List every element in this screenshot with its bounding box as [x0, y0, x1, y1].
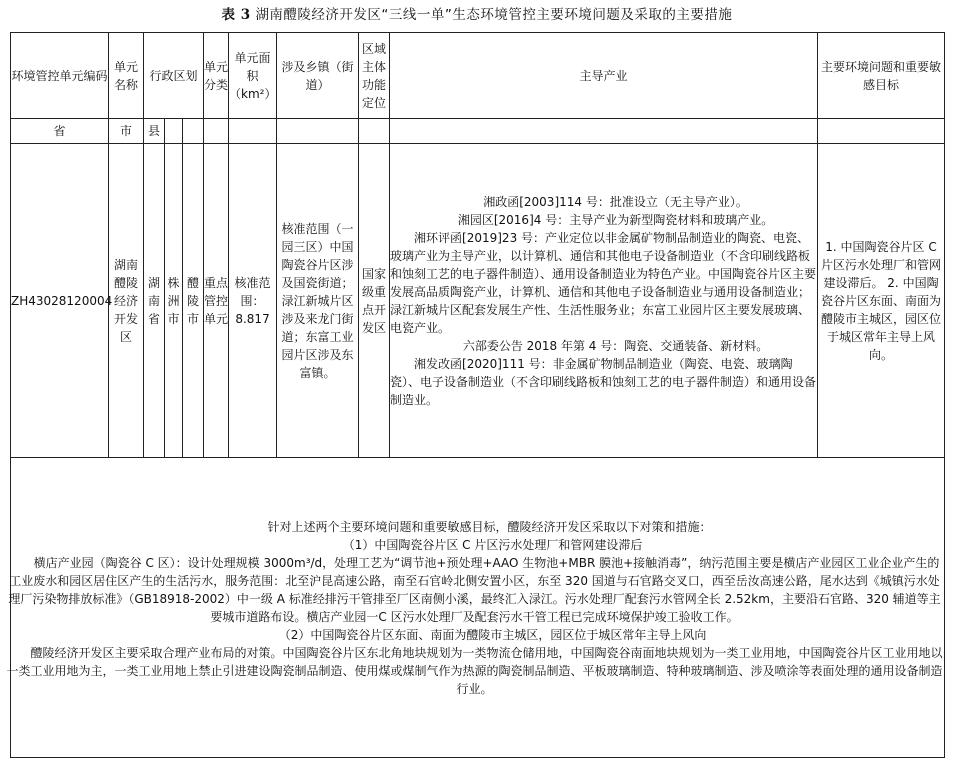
industry-line: 湘政函[2003]114 号：批准设立（无主导产业）。: [483, 194, 748, 209]
industry-line: 湘环评函[2019]23 号：产业定位以非金属矿物制品制造业的陶瓷、电瓷、玻璃产业为主导产业，以计算机、通信和其他电子设备制造业（不含印刷线路板和蚀刻工艺的电子器件制造）、通用设备制造业为特色产业。中国陶瓷谷片区主要发展高品质陶瓷产业，计算机、通信和其他电子设备制造业与通用设备制造业；渌江新城片区配套发展生产性、生活性服务业；东富工业园片区主要发展玻璃、电瓷产业。: [390, 230, 817, 335]
subheader-city: 市: [109, 119, 144, 144]
subheader-province: 省: [11, 119, 109, 144]
unit-province: 湖南省: [144, 144, 165, 458]
industry-line: 湘发改函[2020]111 号：非金属矿物制品制造业（陶瓷、电瓷、玻璃陶瓷）、电子设备制造业（不含印刷线路板和蚀刻工艺的电子器件制造）和通用设备制造业。: [390, 356, 817, 407]
header-problems: 主要环境问题和重要敏感目标: [818, 33, 945, 119]
industry-line: 六部委公告 2018 年第 4 号：陶瓷、交通装备、新材料。: [462, 338, 769, 353]
measure-1-text: 横店产业园（陶瓷谷 C 区）：设计处理规模 3000m³/d，处理工艺为“调节池+预处理+AAO 生物池+MBR 膜池+接触消毒”，纳污范围主要是横店产业园区工业企业产生的工业废水和园区居住区产生的生活污水，服务范围：北至沪昆高速公路，南至石官岭北侧安置小区，东至 320 国道与石官路交叉口，西至岳汝高速公路，尾水达到《城镇污水处理厂污染物排放标准》（GB18918-2002）中一级 A 标准经排污干管排至厂区南侧小溪，最终汇入渌江。污水处理厂配套污水管网全长 2.52km，主要沿石官路、320 辅道等主要城市道路布设。横店产业园一C 区污水处理厂及配套污水干管工程已完成环境保护竣工验收工作。: [8, 555, 941, 624]
unit-row: [11, 144, 945, 458]
measures-intro: 针对上述两个主要环境问题和重要敏感目标，醴陵经济开发区采取以下对策和措施：: [267, 519, 712, 534]
table-title: 湖南醴陵经济开发区“三线一单”生态环境管控主要环境问题及采取的主要措施: [255, 7, 733, 23]
header-function: 区域主体功能定位: [359, 33, 390, 119]
measure-1-title: （1）中国陶瓷谷片区 C 片区污水处理厂和管网建设滞后: [342, 537, 643, 552]
measure-2-title: （2）中国陶瓷谷片区东面、南面为醴陵市主城区，园区位于城区常年主导上风向: [278, 627, 707, 642]
measure-2-text: 醴陵经济开发区主要采取合理产业布局的对策。中国陶瓷谷片区东北角地块规划为一类物流仓储用地，中国陶瓷谷南面地块规划为一类工业用地，中国陶瓷谷片区工业用地以一类工业用地为主，一类工业用地上禁止引进建设陶瓷制品制造、使用煤或煤制气作为热源的陶瓷制品制造、平板玻璃制造、特种玻璃制造、涉及喷涂等表面处理的通用设备制造行业。: [6, 645, 943, 696]
table-number: 表 3: [221, 7, 251, 23]
table-caption: [0, 2, 954, 28]
industry-line: 湘园区[2016]4 号：主导产业为新型陶瓷材料和玻璃产业。: [457, 212, 774, 227]
unit-category: 重点管控单元: [204, 144, 229, 458]
subheader-row: [11, 119, 945, 144]
unit-area: 核准范围：8.817: [229, 144, 277, 458]
unit-name: 湖南醴陵经济开发区: [109, 144, 144, 458]
unit-county: 醴陵市: [183, 144, 204, 458]
unit-industry: [390, 144, 818, 458]
unit-code: ZH43028120004: [11, 144, 109, 458]
header-name: 单元名称: [109, 33, 144, 119]
header-admin: 行政区划: [144, 33, 204, 119]
header-code: 环境管控单元编码: [11, 33, 109, 119]
unit-function: 国家级重点开发区: [359, 144, 390, 458]
measures-row: [11, 458, 945, 758]
header-area: 单元面积（km²）: [229, 33, 277, 119]
header-towns: 涉及乡镇（街道）: [277, 33, 359, 119]
header-row: [11, 33, 945, 119]
unit-towns: 核准范围（一园三区）中国陶瓷谷片区涉及国瓷街道；渌江新城片区涉及来龙门街道；东富工业园片区涉及东富镇。: [277, 144, 359, 458]
header-category: 单元分类: [204, 33, 229, 119]
unit-problems: 1. 中国陶瓷谷片区 C 片区污水处理厂和管网建设滞后。 2. 中国陶瓷谷片区东面、南面为醴陵市主城区，园区位于城区常年主导上风向。: [818, 144, 945, 458]
subheader-county: 县: [144, 119, 165, 144]
measures-cell: [6, 458, 945, 758]
header-industry: 主导产业: [390, 33, 818, 119]
environment-table: [6, 32, 945, 758]
unit-city: 株洲市: [165, 144, 183, 458]
